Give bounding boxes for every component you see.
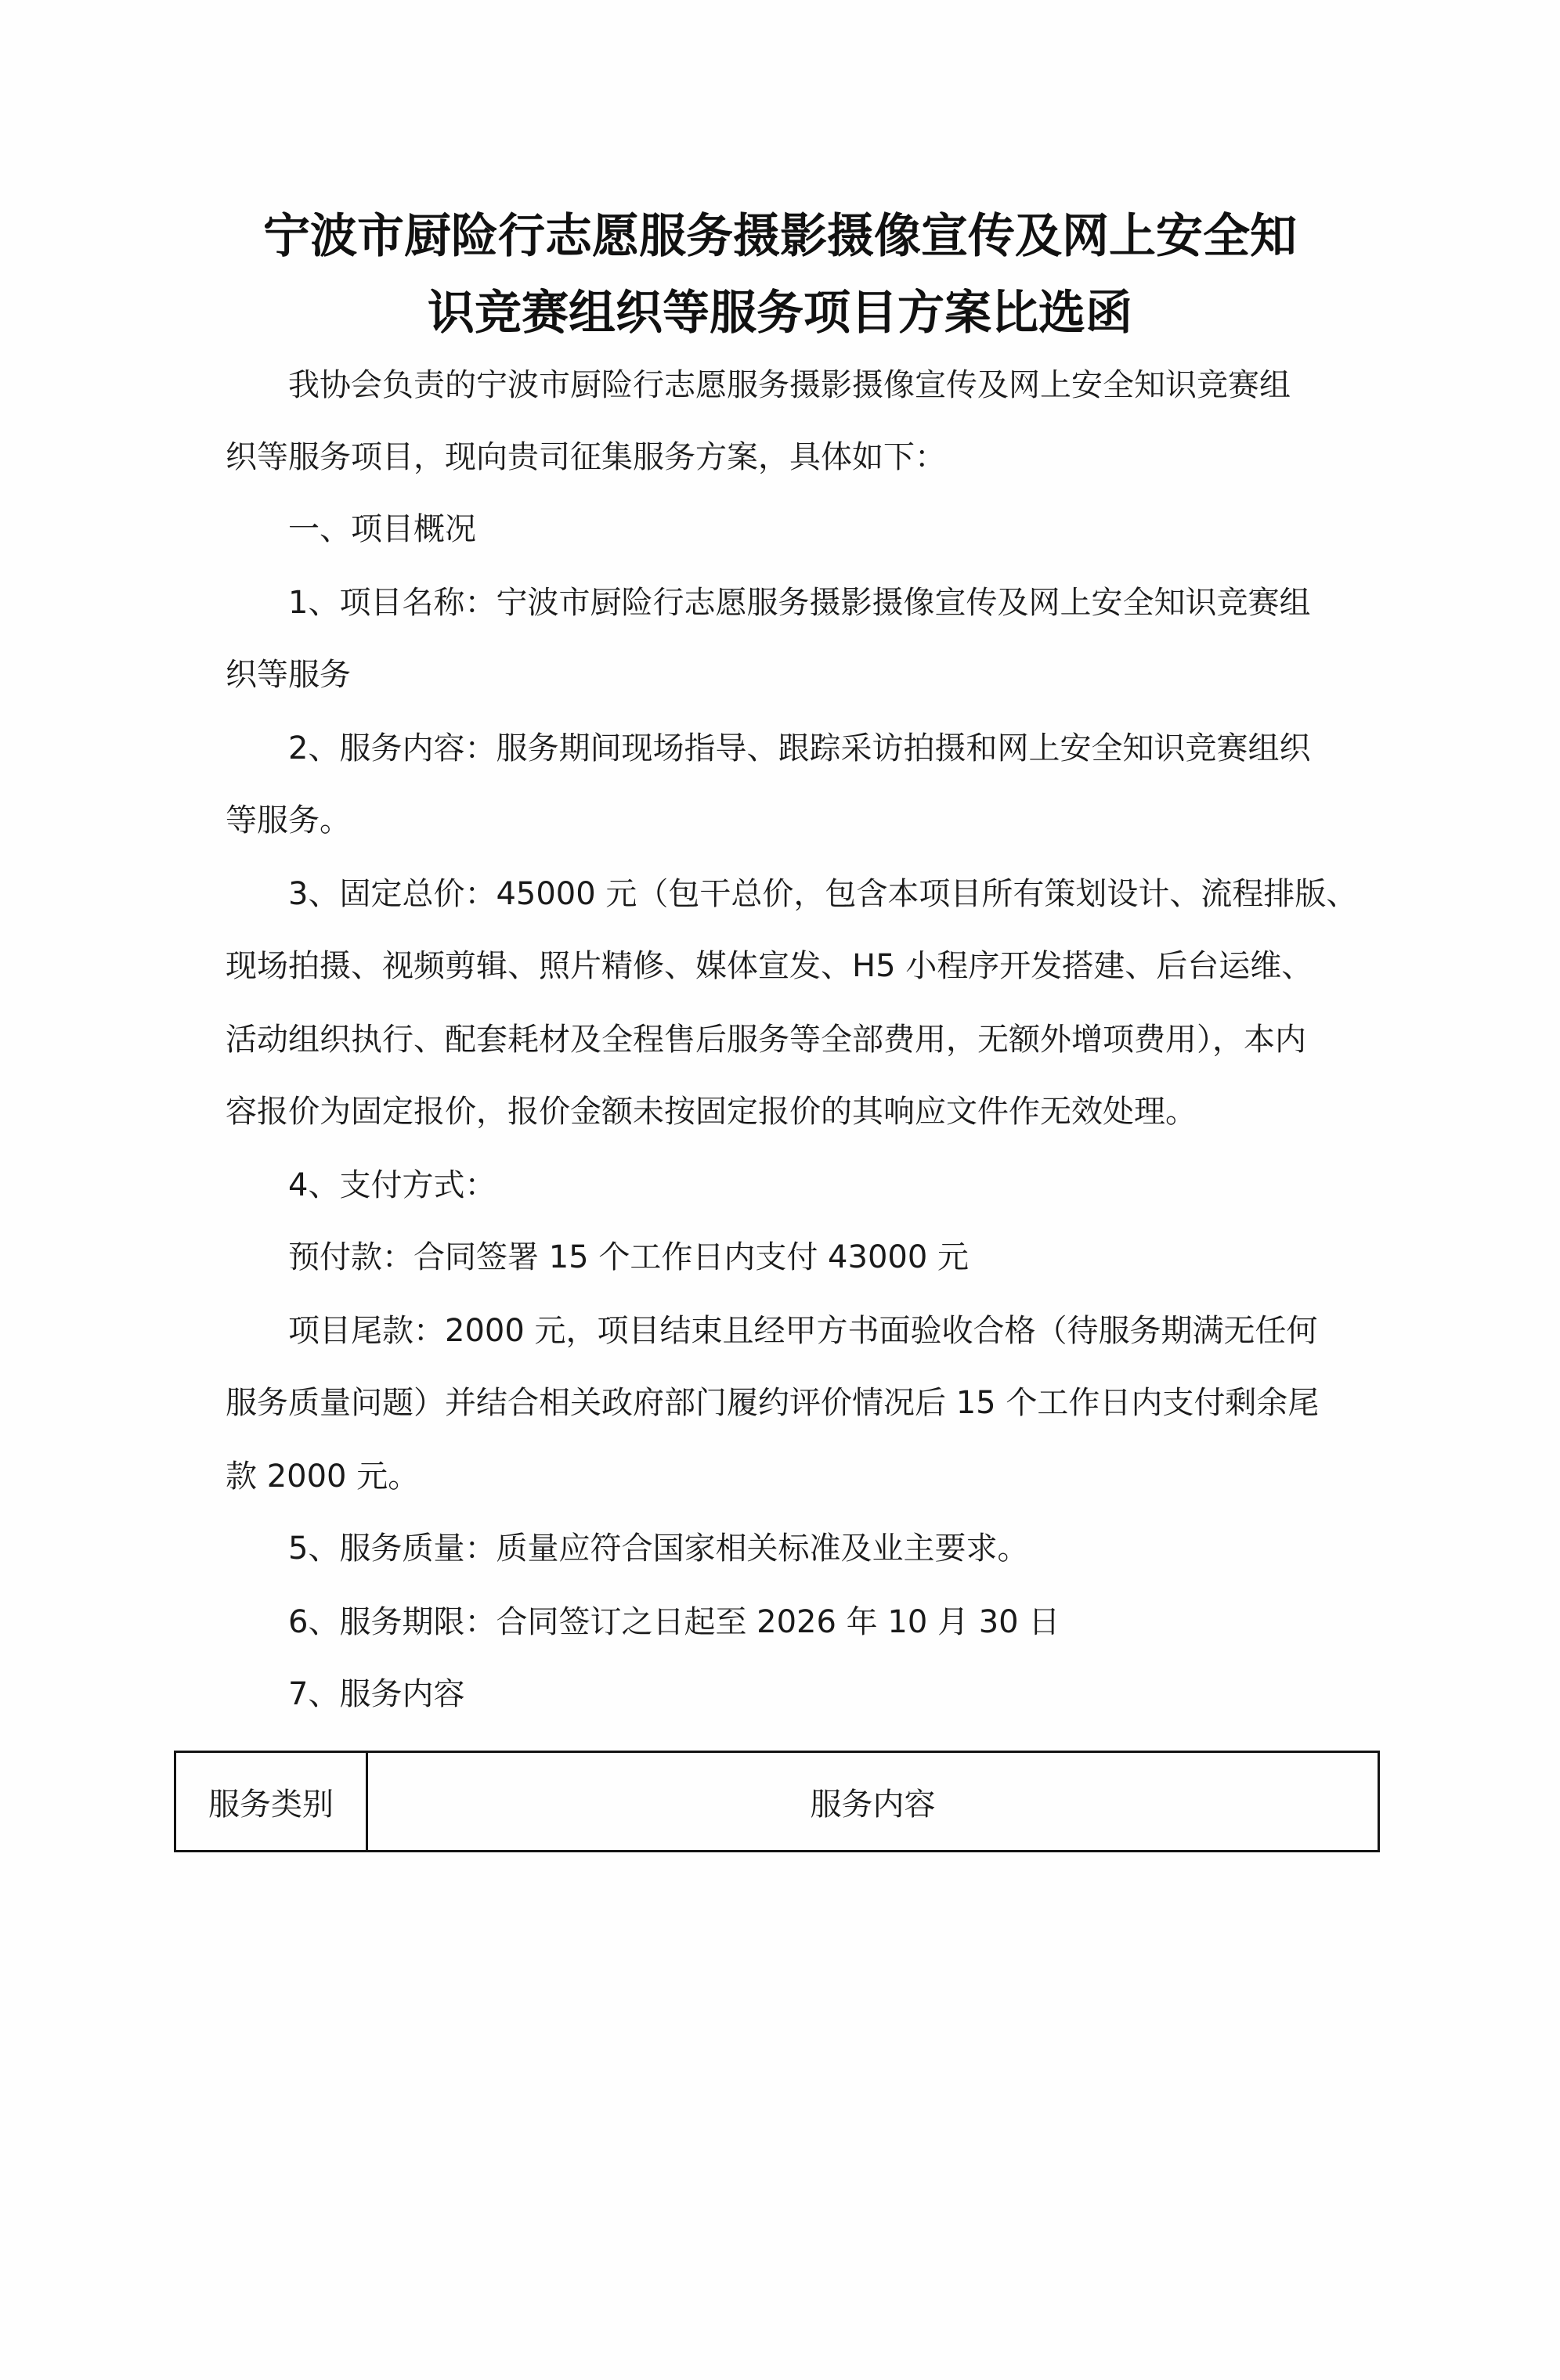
item-2-line-1: 2、服务内容：服务期间现场指导、跟踪采访拍摄和网上安全知识竞赛组织 bbox=[288, 730, 1311, 766]
intro-line-1: 我协会负责的宁波市厨险行志愿服务摄影摄像宣传及网上安全知识竞赛组 bbox=[288, 367, 1291, 403]
item-4-heading: 4、支付方式： bbox=[288, 1167, 497, 1203]
item-6-period: 6、服务期限：合同签订之日起至 2026 年 10 月 30 日 bbox=[288, 1604, 1060, 1640]
item-1-line-2: 织等服务 bbox=[226, 657, 351, 693]
item-3-line-1: 3、固定总价：45000 元（包干总价，包含本项目所有策划设计、流程排版、 bbox=[288, 876, 1358, 912]
item-4-prepayment: 预付款：合同签署 15 个工作日内支付 43000 元 bbox=[288, 1239, 970, 1275]
item-3-line-4: 容报价为固定报价，报价金额未按固定报价的其响应文件作无效处理。 bbox=[226, 1094, 1197, 1130]
item-3-line-2: 现场拍摄、视频剪辑、照片精修、媒体宣发、H5 小程序开发搭建、后台运维、 bbox=[226, 948, 1313, 984]
intro-line-2: 织等服务项目，现向贵司征集服务方案，具体如下： bbox=[226, 439, 946, 475]
service-table bbox=[174, 1751, 1380, 1852]
table-header-category: 服务类别 bbox=[176, 1753, 368, 1850]
item-5-quality: 5、服务质量：质量应符合国家相关标准及业主要求。 bbox=[288, 1531, 1029, 1567]
item-7-content-heading: 7、服务内容 bbox=[288, 1676, 465, 1712]
item-1-line-1: 1、项目名称：宁波市厨险行志愿服务摄影摄像宣传及网上安全知识竞赛组 bbox=[288, 585, 1311, 621]
table-header-content: 服务内容 bbox=[810, 1786, 936, 1823]
item-3-line-3: 活动组织执行、配套耗材及全程售后服务等全部费用，无额外增项费用），本内 bbox=[226, 1022, 1306, 1058]
item-4-final-line-3: 款 2000 元。 bbox=[226, 1459, 420, 1495]
item-4-final-line-1: 项目尾款：2000 元，项目结束且经甲方书面验收合格（待服务期满无任何 bbox=[288, 1313, 1318, 1349]
document-title-line-1: 宁波市厨险行志愿服务摄影摄像宣传及网上安全知 bbox=[263, 209, 1297, 264]
section-heading-overview: 一、项目概况 bbox=[288, 511, 476, 547]
item-4-final-line-2: 服务质量问题）并结合相关政府部门履约评价情况后 15 个工作日内支付剩余尾 bbox=[226, 1385, 1320, 1421]
item-2-line-2: 等服务。 bbox=[226, 802, 351, 838]
document-title-line-2: 识竞赛组织等服务项目方案比选函 bbox=[428, 286, 1132, 341]
